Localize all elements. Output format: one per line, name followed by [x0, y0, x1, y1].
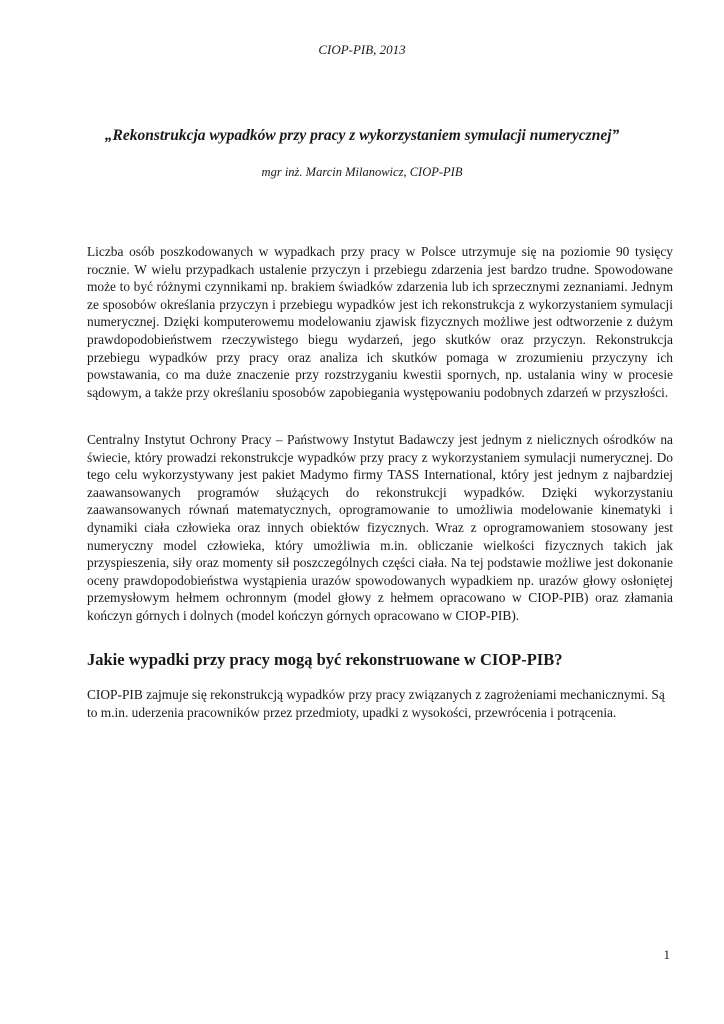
section-heading: Jakie wypadki przy pracy mogą być rekonstruowane w CIOP-PIB?	[87, 650, 563, 669]
page-number: 1	[663, 947, 670, 962]
running-header: CIOP-PIB, 2013	[318, 42, 406, 57]
paragraph-intro: Liczba osób poszkodowanych w wypadkach przy pracy w Polsce utrzymuje się na poziomie 90 tysięcy rocznie. W wielu przypadkach ustalenie przyczyn i przebiegu zdarzenia jest bardzo trudne. Spowodowane może to być różnymi czynnikami np. brakiem świadków zdarzenia lub ich sprzecznymi zeznaniami. Jednym ze sposobów określania przyczyn i przebiegu wypadków jest ich rekonstrukcja z wykorzystaniem symulacji numerycznej. Dzięki komputerowemu modelowaniu zjawisk fizycznych możliwe jest odtworzenie z dużym prawdopodobieństwem rzeczywistego biegu wydarzeń, jego skutków oraz przyczyn. Rekonstrukcja przebiegu wypadków przy pracy oraz analiza ich skutków pomaga w zrozumieniu przyczyny ich powstawania, co ma duże znaczenie przy rozstrzyganiu kwestii spornych, np. ustalania winy w procesie sądowym, a także przy określaniu sposobów zapobiegania występowaniu podobnych zdarzeń w przyszłości.	[87, 244, 673, 400]
article-author: mgr inż. Marcin Milanowicz, CIOP-PIB	[261, 165, 463, 179]
article-title: „Rekonstrukcja wypadków przy pracy z wykorzystaniem symulacji numerycznej”	[104, 127, 620, 144]
paragraph-ciop-pib: Centralny Instytut Ochrony Pracy – Państwowy Instytut Badawczy jest jednym z nielicznych ośrodków na świecie, który prowadzi rekonstrukcje wypadków przy pracy z wykorzystaniem symulacji numerycznej. Do tego celu wykorzystywany jest pakiet Madymo firmy TASS International, który jest jednym z najbardziej zaawansowanych programów służących do rekonstrukcji wypadków. Dzięki wykorzystaniu zaawansowanych równań matematycznych, oprogramowanie to umożliwia modelowanie kinematyki i dynamiki ciała człowieka oraz innych obiektów fizycznych. Wraz z oprogramowaniem stosowany jest numeryczny model człowieka, który umożliwia m.in. obliczanie wielkości fizycznych takich jak przyspieszenia, siły oraz momenty sił poszczególnych części ciała. Na tej podstawie możliwe jest dokonanie oceny prawdopodobieństwa wystąpienia urazów spowodowanych wypadkiem np. urazów głowy osłoniętej przemysłowym hełmem ochronnym (model głowy z hełmem opracowano w CIOP-PIB) oraz złamania kończyn górnych i dolnych (model kończyn górnych opracowano w CIOP-PIB).	[87, 432, 673, 623]
paragraph-accident-types: CIOP-PIB zajmuje się rekonstrukcją wypadków przy pracy związanych z zagrożeniami mechanicznymi. Są to m.in. uderzenia pracowników przez przedmioty, upadki z wysokości, przewrócenia i potrącenia.	[87, 687, 665, 720]
